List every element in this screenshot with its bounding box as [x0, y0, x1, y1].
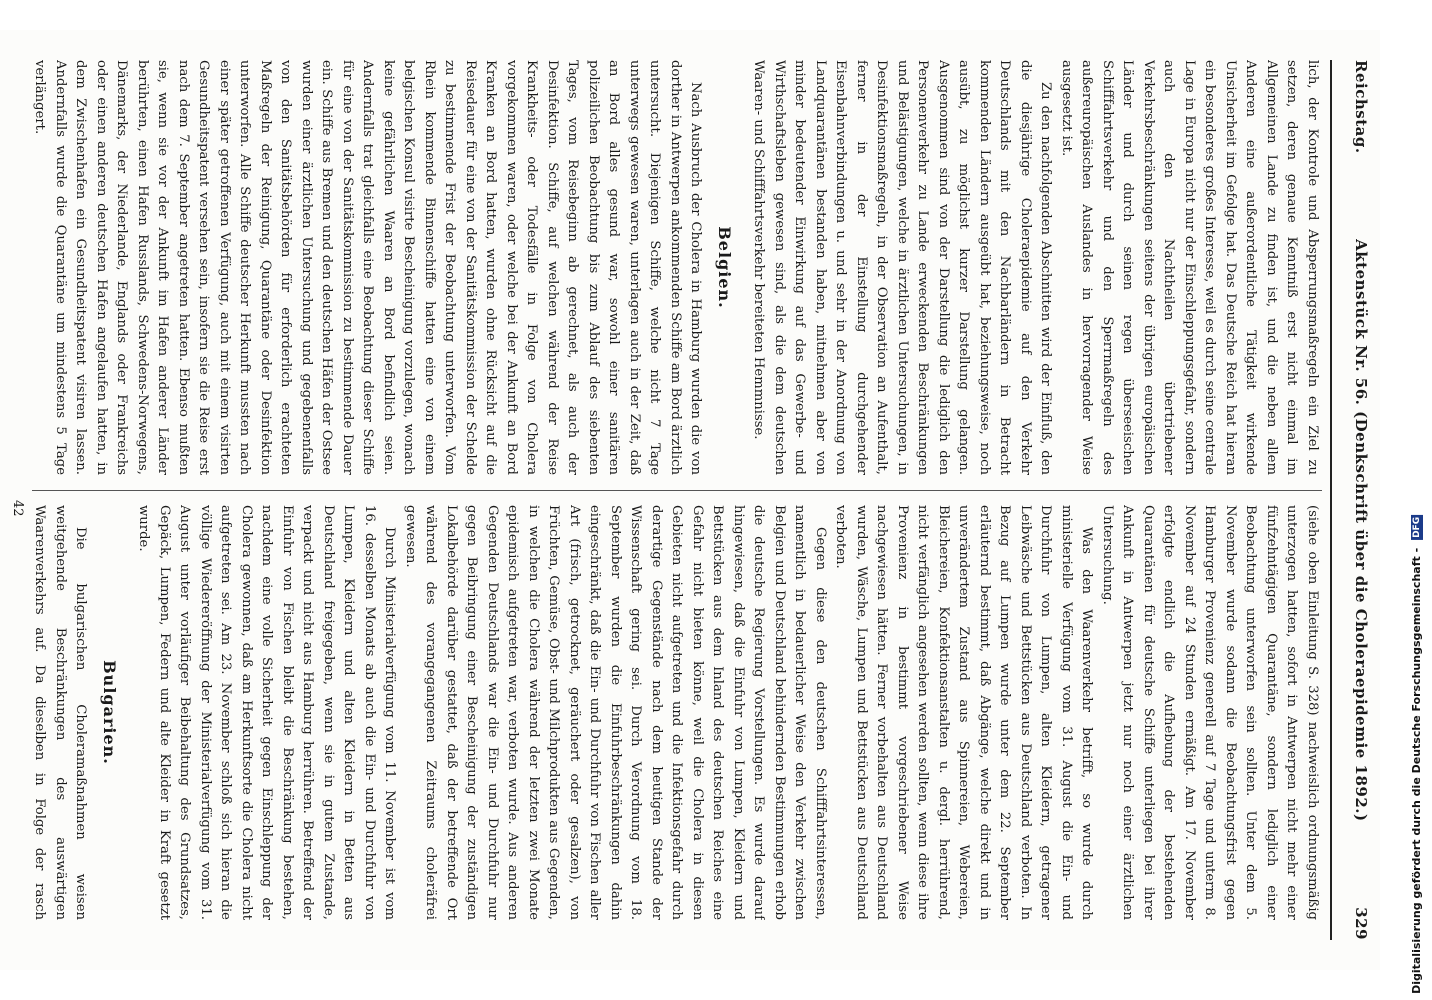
dfg-sidebar	[1406, 0, 1432, 1000]
dfg-credit-text: Digitalisierung gefördert durch die Deutsche Forschungsgemeinschaft -	[1410, 547, 1423, 994]
left-column	[32, 60, 1322, 475]
paragraph: Zu den nachfolgenden Abschnitten wird der Einfluß, den die diesjährige Choleraepidemie auf den Verkehr Deutschlands mit den Nachbarländern in Betracht kommenden Ländern ausgeübt hat, beziehungsweise, noch ausübt, zu möglichst kurzer Darstellung gelangen. Ausgenommen sind von der Darstellung die lediglich den Personenverkehr zu Lande erweckenden Beschränkungen und Belästigungen, welche in ärztlichen Untersuchungen, in Desinfektionsmaßregeln, in der Observation an Aufenthalt, ferner in der Einstellung durchgehender Eisenbahnverbindungen u. und sehr in der Anordnung von Landquarantänen bestanden haben, mitnehmen aber von minder bedeutender Einwirkung auf das Gewerbe- und Wirthschaftsleben gewesen sind, als die dem deutschen Waaren- und Schifffahrtsverkehr bereiteten Hemmnisse.	[751, 60, 1054, 475]
paragraph: lich, der Kontrole und Absperrungsmaßregeln ein Ziel zu setzen, deren genaue Kenntniß erst nicht einmal im Allgemeinen Lande zu finden ist, und die neben allem Anderen eine außerordentliche Tätigkeit wirkende Unsicherheit im Gefolge hat. Das Deutsche Reich hat hieran ein besonderes großes Interesse, weil es durch seine centrale Lage in Europa nicht nur der Einschleppungsgefahr, sondern auch den Nachtheilen übertriebener Verkehrsbeschränkungen seitens der übrigen europäischen Länder und durch seinen regen überseeischen Schifffahrtsverkehr und den Sperrmaßregeln des außereuropäischen Auslandes in hervorragender Weise ausgesetzt ist.	[1059, 60, 1320, 475]
paragraph: Nach Ausbruch der Cholera in Hamburg wurden die von dorther in Antwerpen ankommenden Schiffe am Bord ärztlich untersucht. Diejenigen Schiffe, welche nicht 7 Tage unterwegs gewesen waren, unterlagen auch in der Zeit, daß an Bord alles gesund war, sowohl einer sanitären polizeilichen Beobachtung bis zum Ablauf des siebenten Tages, vom Reisebeginn ab gerechnet, als auch der Desinfektion. Schiffe, auf welchen während der Reise Krankheits- oder Todesfälle in Folge von Cholera vorgekommen waren, oder welche bei der Ankunft an Bord Kranken an Bord hatten, wurden ohne Rücksicht auf die Reisedauer für eine von der Sanitätskommission der Schelde zu bestimmende Frist der Beobachtung unterworfen. Vom Rhein kommende Binnenschiffe hatten eine von einem belgischen Konsul visirte Bescheinigung vorzulegen, wonach keine gefährlichen Waaren an Bord befindlich seien. Andernfalls trat gleichfalls eine Beobachtung dieser Schiffe für eine von der Sanitätskommission zu bestimmende Dauer ein. Schiffe aus Bremen und den deutschen Häfen der Ostsee wurden einer ärztlichen Untersuchung und gegebenenfalls von den Sanitätsbehörden für erforderlich erachteten Maßregeln der Reinigung, Quarantäne oder Desinfektion unterworfen. Alle Schiffe deutscher Herkunft mussten nach einer später getroffenen Verfügung, auch mit einem visirten Gesundheitspatent versehen sein, insofern sie die Reise erst nach dem 7. September angetreten hatten. Ebenso mußten sie, wenn sie vor der Ankunft im Hafen anderer Länder berührten, einen Hafen Russlands, Schwedens-Norwegens, Dänemarks, der Niederlande, Englands oder Frankreichs oder einen anderen deutschen Hafen angelaufen hatten, in dem Zwischenhafen ein Gesundheitspatent visiren lassen. Andernfalls wurde die Quarantäne um mindestens 5 Tage verlängert.	[32, 60, 704, 475]
header-title: Aktenstück Nr. 56. (Denkschrift über die Choleraepidemie 1892.)	[1352, 239, 1370, 822]
paragraph: Was den Waarenverkehr betrifft, so wurde durch ministerielle Verfügung vom 31. August die Ein- und Durchfuhr von Lumpen, alten Kleidern, getragener Leibwäsche und Bettstücken aus Deutschland verboten. In Bezug auf Lumpen wurde unter dem 22. September erläuternd bestimmt, daß Abgänge, welche direkt und in unverändertem Zustand aus Spinnereien, Webereien, Bleichereien, Konfektionsanstalten u. dergl. herrührend, nicht verfänglich angesehen werden sollten, wenn diese ihre Provenienz in bestimmt vorgeschriebener Weise nachgewiesen hätten. Ferner vorbehalten aus Deutschland wurden, Wäsche, Lumpen und Bettstücken aus Deutschland verboten.	[833, 505, 1095, 920]
dfg-credit	[1410, 515, 1423, 994]
document-page	[0, 30, 1380, 970]
section-heading-belgien: Belgien.	[715, 226, 734, 309]
dfg-logo-icon: DFG	[1412, 517, 1422, 539]
header-page-number: 329	[1352, 907, 1370, 940]
header-left: Reichstag.	[1352, 60, 1370, 154]
paragraph: (siehe oben Einleitung S. 328) nachweislich ordnungsmäßig unterzogen hatten, sofort in Antwerpen nicht mehr einer fünfzehntägigen Quarantäne, sondern lediglich einer Beobachtung unterworfen sein sollten. Unter dem 5. November wurde sodann die Beobachtungsfrist gegen Hamburger Provenienz generell auf 7 Tage und unterm 8. November auf 24 Stunden ermäßigt. Am 17. November erfolgte endlich die Aufhebung der bestehenden Quarantänen für deutsche Schiffe unterliegen bei ihrer Ankunft in Antwerpen jetzt nur noch einer ärztlichen Untersuchung.	[1100, 505, 1320, 920]
right-column	[32, 505, 1322, 920]
paragraph: Durch Ministerialverfügung vom 11. November ist vom 16. desselben Monats ab auch die Ein- und Durchfuhr von Lumpen, Kleidern und alten Kleidern in Betten aus Deutschland freigegeben, wenn sie in gutem Zustande, verpackt und nicht aus Hamburg herrühren. Betreffend der Einfuhr von Fischen bleibt die Beschränkung bestehen, nachdem eine volle Sicherheit gegen Einschleppung der Cholera gewonnen, daß am Herkunftsorte die Cholera nicht aufgetreten sei. Am 23. November schloß sich hieran die völlige Wiedereröffnung der Ministerialverfügung vom 31. August unter vorläufiger Beibehaltung des Grundsatzes, Gepäck, Lumpen, Federn und alte Kleider in Kraft gesetzt wurde.	[136, 505, 398, 920]
paragraph: Gegen diese den deutschen Schifffahrtsinteressen, namentlich in bedauerlicher Weise den Verkehr zwischen Belgien und Deutschland behindernden Bestimmungen erhob die deutsche Regierung Vorstellungen. Es wurde darauf hingewiesen, daß die Einfuhr von Lumpen, Kleidern und Bettstücken aus dem Inland des deutschen Reiches eine Gefahr nicht bieten könne, weil die Cholera in diesen Gebieten nicht aufgetreten und die Infektionsgefahr durch derartige Gegenstände nach dem heutigen Stande der Wissenschaft gering sei. Durch Verordnung vom 18. September wurden die Einfuhrbeschränkungen dahin eingeschränkt, daß die Ein- und Durchfuhr von Fischen aller Art (frisch, getrocknet, geräuchert oder gesalzen), von Früchten, Gemüse, Obst- und Milchprodukten aus Gegenden, in welchen die Cholera während der letzten zwei Monate epidemisch aufgetreten war, verboten wurde. Aus anderen Gegenden Deutschlands war die Ein- und Durchfuhr nur gegen Beibringung einer Bescheinigung der zuständigen Lokalbehörde darüber gestattet, daß der betreffende Ort während des vorangegangenen Zeitraums choleräfrei gewesen.	[403, 505, 828, 920]
paragraph: Die bulgarischen Choleramaßnahmen weisen weitgehende Beschränkungen des auswärtigen Waarenverkehrs auf. Da dieselben in Folge der rasch	[32, 505, 89, 920]
header-rule	[1330, 60, 1332, 940]
running-header	[1336, 60, 1370, 940]
column-divider	[32, 490, 1322, 491]
section-heading-bulgarien: Bulgarien.	[100, 660, 119, 765]
page-footer-number: 42	[10, 500, 25, 517]
